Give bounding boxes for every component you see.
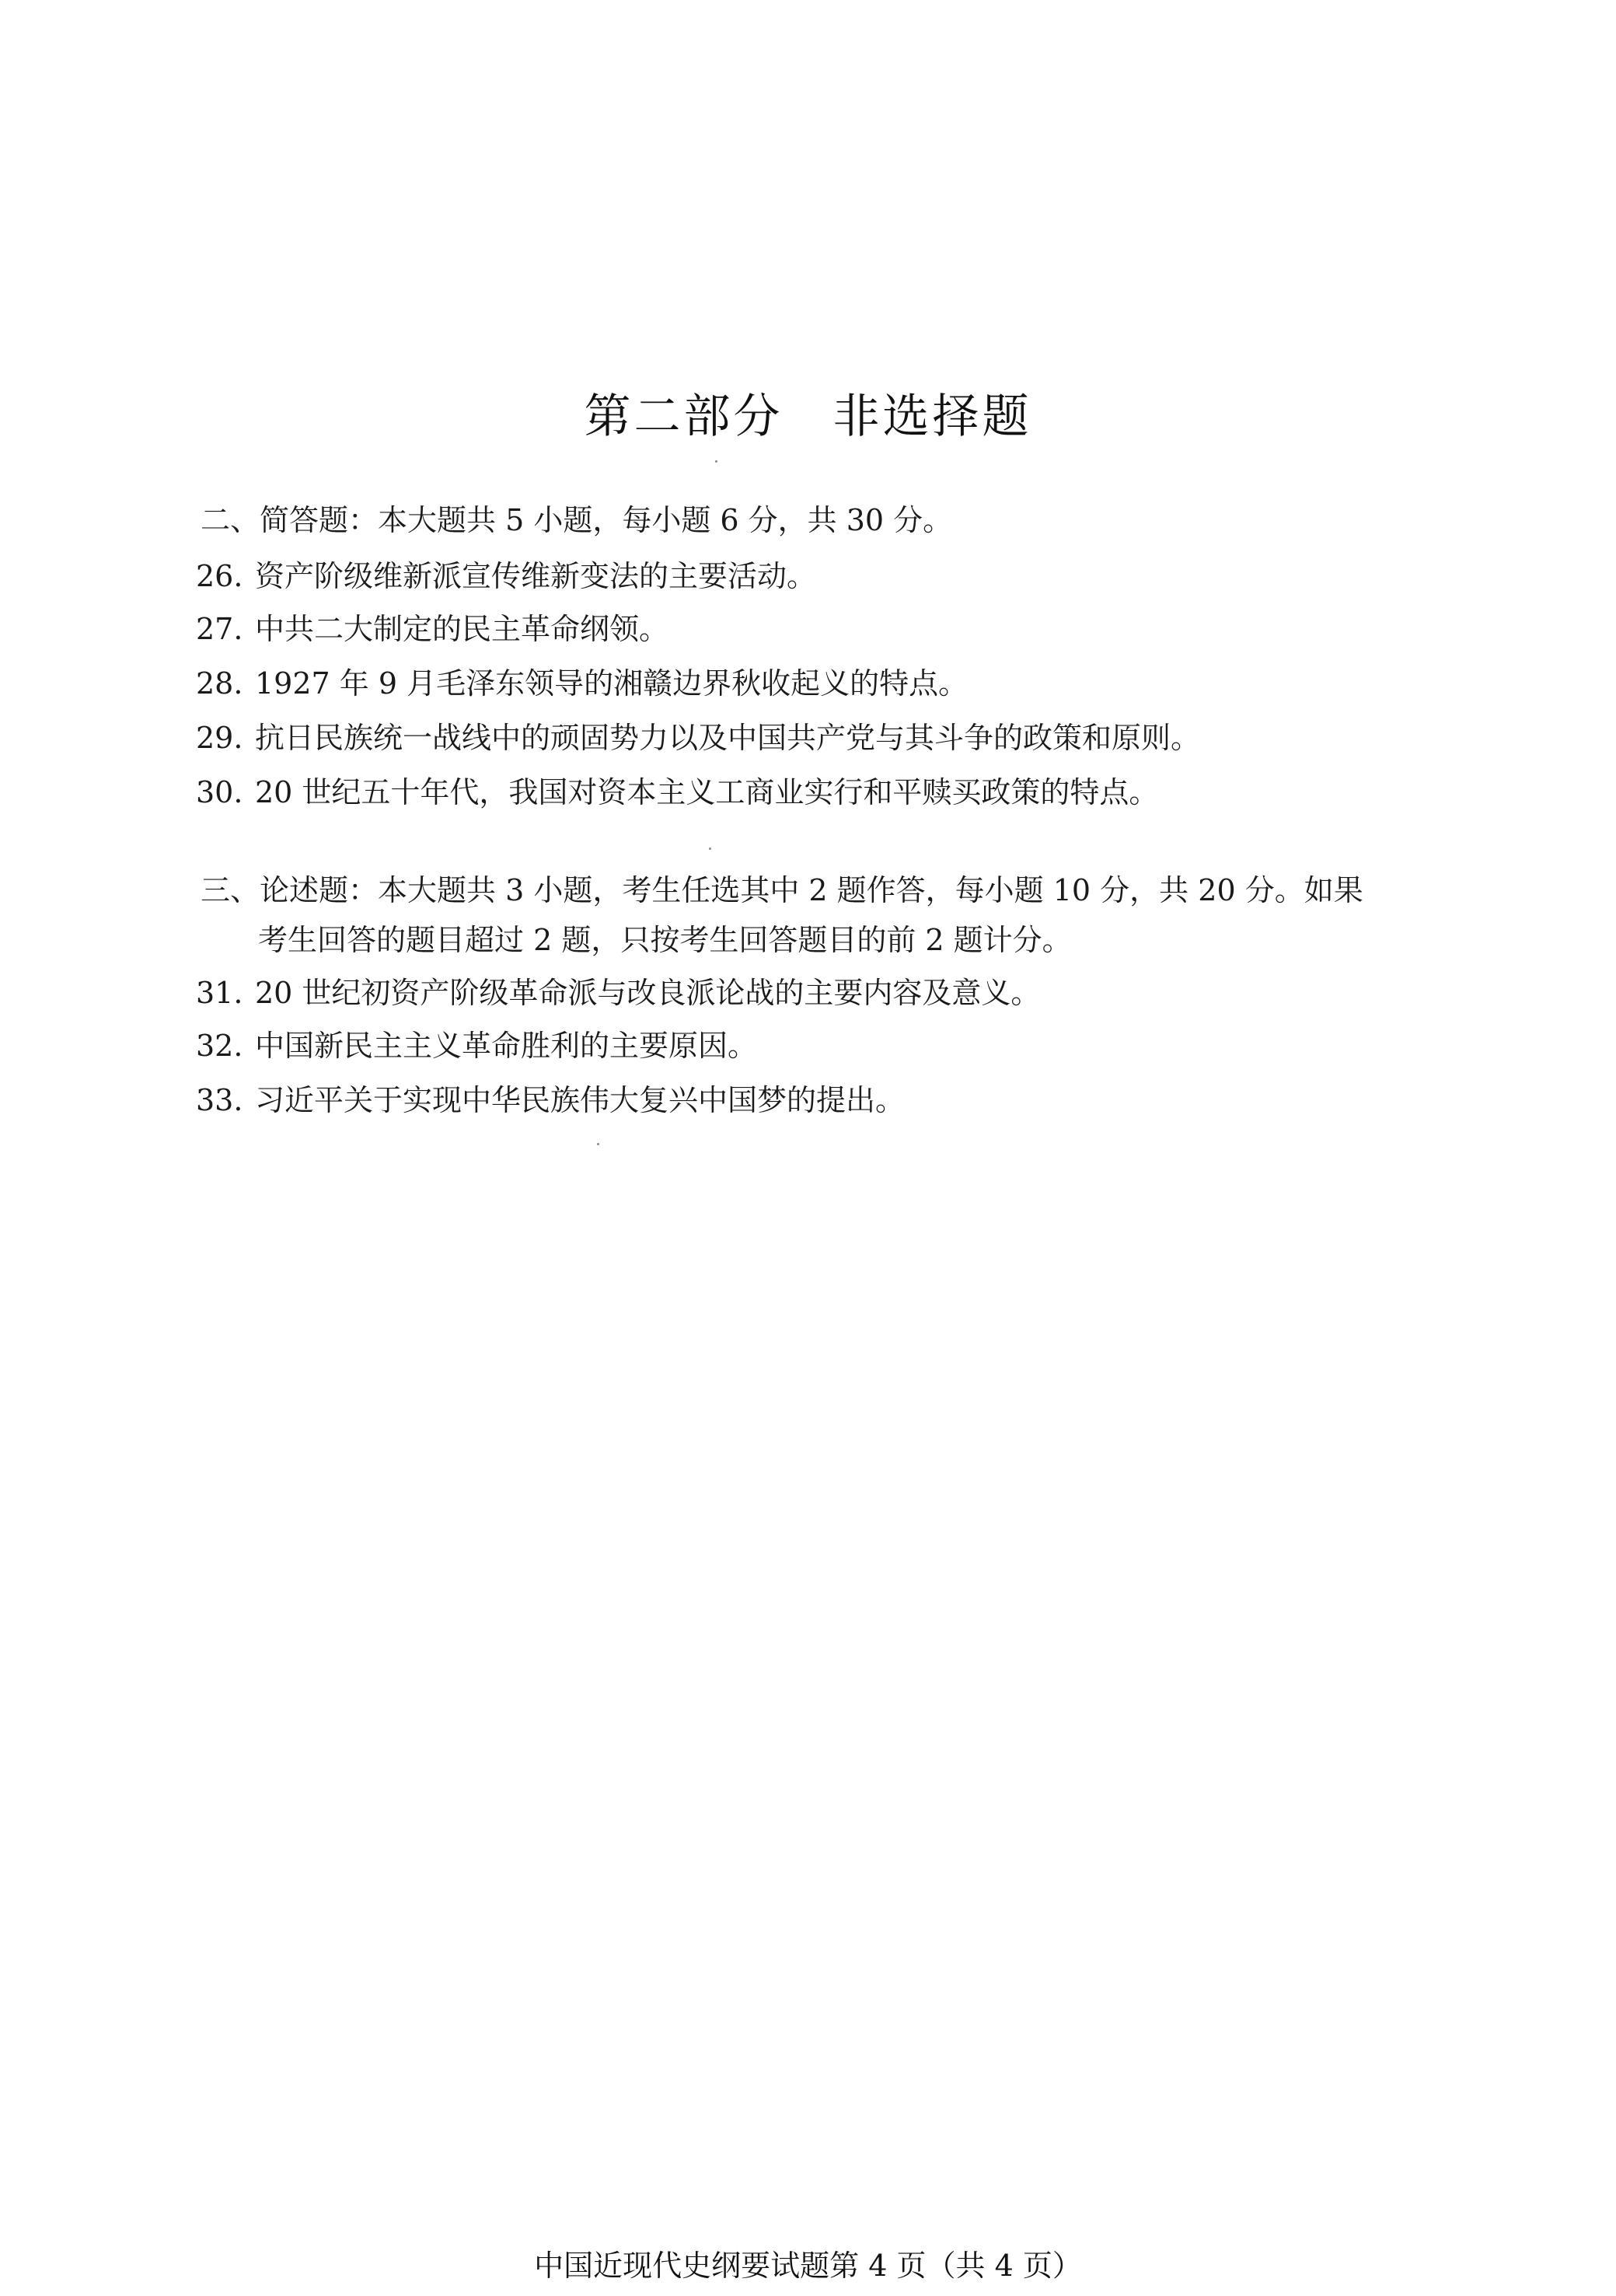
question-33 <box>196 1085 905 1115</box>
question-number: 29. <box>196 721 243 755</box>
question-32 <box>196 1031 757 1061</box>
question-26 <box>196 561 816 591</box>
question-number: 28. <box>196 666 243 701</box>
question-number: 27. <box>196 612 243 646</box>
question-text: 抗日民族统一战线中的顽固势力以及中国共产党与其斗争的政策和原则。 <box>255 721 1201 755</box>
question-text: 20 世纪初资产阶级革命派与改良派论战的主要内容及意义。 <box>255 976 1041 1010</box>
page-footer: 中国近现代史纲要试题第 4 页（共 4 页） <box>534 2249 1082 2283</box>
question-number: 32. <box>196 1029 243 1063</box>
question-text: 1927 年 9 月毛泽东领导的湘赣边界秋收起义的特点。 <box>255 666 969 701</box>
question-number: 30. <box>196 775 243 809</box>
scan-speck <box>709 847 711 850</box>
question-text: 20 世纪五十年代，我国对资本主义工商业实行和平赎买政策的特点。 <box>255 775 1159 809</box>
question-text: 中国新民主主义革命胜利的主要原因。 <box>255 1029 758 1063</box>
question-number: 31. <box>196 976 243 1010</box>
question-29 <box>196 723 1200 753</box>
section-heading-essay: 三、论述题：本大题共 3 小题，考生任选其中 2 题作答，每小题 10 分，共 20 分。如果 <box>201 873 1363 907</box>
question-text: 习近平关于实现中华民族伟大复兴中国梦的提出。 <box>255 1083 906 1117</box>
question-27 <box>196 614 668 644</box>
question-text: 资产阶级维新派宣传维新变法的主要活动。 <box>255 559 817 593</box>
question-30 <box>196 775 1159 809</box>
section-heading-essay-continued: 考生回答的题目超过 2 题，只按考生回答题目的前 2 题计分。 <box>258 923 1072 957</box>
question-text: 中共二大制定的民主革命纲领。 <box>255 612 669 646</box>
question-28 <box>196 666 969 701</box>
section-heading-short-answer: 二、简答题：本大题共 5 小题，每小题 6 分，共 30 分。 <box>201 503 953 537</box>
part-title: 第二部分 非选择题 <box>584 390 1032 444</box>
question-number: 26. <box>196 559 243 593</box>
question-number: 33. <box>196 1083 243 1117</box>
question-31 <box>196 978 1040 1008</box>
scan-speck <box>715 460 717 463</box>
scan-speck <box>597 1143 599 1145</box>
